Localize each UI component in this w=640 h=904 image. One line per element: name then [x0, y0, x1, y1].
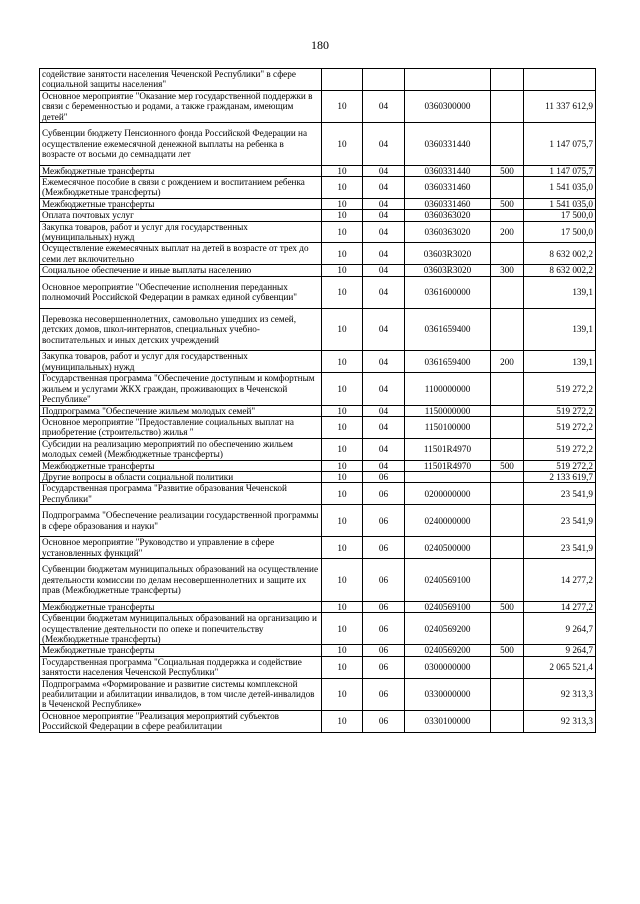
section-code-cell: 10 [322, 308, 363, 351]
row-name-cell: Государственная программа "Обеспечение доступным и комфортным жильем и услугами ЖКХ граждан, проживающих в Чеченской Республике" [40, 373, 322, 405]
section-code-cell: 10 [322, 483, 363, 505]
row-name-cell: Государственная программа "Развитие образования Чеченской Республики" [40, 483, 322, 505]
amount-cell: 1 541 035,0 [524, 177, 596, 199]
subsection-code-cell: 04 [363, 123, 405, 166]
expense-type-cell [491, 537, 524, 559]
table-body [40, 69, 596, 733]
section-code-cell: 10 [322, 601, 363, 612]
expense-type-cell [491, 471, 524, 482]
table-row [40, 90, 596, 122]
row-name-cell: Государственная программа "Социальная поддержка и содействие занятости населения Чеченской Республики" [40, 656, 322, 678]
expense-type-cell: 200 [491, 221, 524, 243]
subsection-code-cell: 06 [363, 505, 405, 537]
expense-type-cell [491, 656, 524, 678]
target-article-cell: 0330000000 [405, 678, 491, 710]
row-name-cell: содействие занятости населения Чеченской Республики" в сфере социальной защиты населения" [40, 69, 322, 91]
row-name-cell: Субвенции бюджетам муниципальных образований на осуществление деятельности комиссии по делам несовершеннолетних и защите их прав (Межбюджетные трансферты) [40, 559, 322, 602]
table-row [40, 601, 596, 612]
section-code-cell: 10 [322, 123, 363, 166]
row-name-cell: Другие вопросы в области социальной политики [40, 471, 322, 482]
subsection-code-cell [363, 69, 405, 91]
subsection-code-cell: 04 [363, 165, 405, 176]
subsection-code-cell: 06 [363, 613, 405, 645]
subsection-code-cell: 04 [363, 308, 405, 351]
amount-cell: 23 541,9 [524, 483, 596, 505]
amount-cell: 92 313,3 [524, 710, 596, 732]
amount-cell: 139,1 [524, 276, 596, 308]
table-row [40, 559, 596, 602]
expense-type-cell [491, 483, 524, 505]
amount-cell: 519 272,2 [524, 438, 596, 460]
expense-type-cell [491, 678, 524, 710]
subsection-code-cell: 04 [363, 373, 405, 405]
table-row [40, 483, 596, 505]
row-name-cell: Межбюджетные трансферты [40, 165, 322, 176]
subsection-code-cell: 04 [363, 438, 405, 460]
subsection-code-cell: 04 [363, 210, 405, 221]
subsection-code-cell: 06 [363, 656, 405, 678]
row-name-cell: Основное мероприятие "Оказание мер государственной поддержки в связи с беременностью и родами, а также гражданам, имеющим детей" [40, 90, 322, 122]
amount-cell: 23 541,9 [524, 505, 596, 537]
expense-type-cell: 500 [491, 198, 524, 209]
target-article-cell: 03603R3020 [405, 265, 491, 276]
section-code-cell: 10 [322, 243, 363, 265]
target-article-cell: 0360300000 [405, 90, 491, 122]
subsection-code-cell: 04 [363, 405, 405, 416]
target-article-cell [405, 471, 491, 482]
expense-type-cell [491, 438, 524, 460]
subsection-code-cell: 04 [363, 177, 405, 199]
section-code-cell: 10 [322, 656, 363, 678]
table-row [40, 505, 596, 537]
target-article-cell: 0240569100 [405, 559, 491, 602]
expense-type-cell [491, 276, 524, 308]
section-code-cell: 10 [322, 177, 363, 199]
budget-table [39, 68, 596, 733]
subsection-code-cell: 06 [363, 471, 405, 482]
row-name-cell: Основное мероприятие "Руководство и управление в сфере установленных функций" [40, 537, 322, 559]
expense-type-cell [491, 210, 524, 221]
table-row [40, 613, 596, 645]
subsection-code-cell: 04 [363, 351, 405, 373]
subsection-code-cell: 04 [363, 198, 405, 209]
row-name-cell: Межбюджетные трансферты [40, 198, 322, 209]
expense-type-cell: 500 [491, 601, 524, 612]
amount-cell: 92 313,3 [524, 678, 596, 710]
target-article-cell: 0240569200 [405, 645, 491, 656]
amount-cell: 519 272,2 [524, 373, 596, 405]
row-name-cell: Основное мероприятие "Реализация мероприятий субъектов Российской Федерации в сфере реабилитации [40, 710, 322, 732]
amount-cell: 139,1 [524, 308, 596, 351]
amount-cell: 8 632 002,2 [524, 265, 596, 276]
expense-type-cell [491, 123, 524, 166]
table-row [40, 373, 596, 405]
row-name-cell: Основное мероприятие "Обеспечение исполнения переданных полномочий Российской Федерации в рамках единой субвенции" [40, 276, 322, 308]
target-article-cell: 03603R3020 [405, 243, 491, 265]
subsection-code-cell: 06 [363, 645, 405, 656]
subsection-code-cell: 04 [363, 276, 405, 308]
expense-type-cell: 500 [491, 460, 524, 471]
amount-cell: 2 133 619,7 [524, 471, 596, 482]
section-code-cell: 10 [322, 678, 363, 710]
expense-type-cell [491, 613, 524, 645]
amount-cell: 14 277,2 [524, 601, 596, 612]
amount-cell: 17 500,0 [524, 221, 596, 243]
expense-type-cell [491, 416, 524, 438]
expense-type-cell [491, 69, 524, 91]
table-row [40, 351, 596, 373]
section-code-cell: 10 [322, 416, 363, 438]
table-row [40, 537, 596, 559]
subsection-code-cell: 06 [363, 537, 405, 559]
expense-type-cell [491, 505, 524, 537]
target-article-cell: 11501R4970 [405, 438, 491, 460]
section-code-cell: 10 [322, 165, 363, 176]
amount-cell: 519 272,2 [524, 416, 596, 438]
row-name-cell: Перевозка несовершеннолетних, самовольно ушедших из семей, детских домов, школ-интернатов, специальных учебно-воспитательных и иных детских учреждений [40, 308, 322, 351]
amount-cell: 9 264,7 [524, 613, 596, 645]
target-article-cell: 0200000000 [405, 483, 491, 505]
target-article-cell: 0360363020 [405, 210, 491, 221]
expense-type-cell [491, 405, 524, 416]
subsection-code-cell: 06 [363, 678, 405, 710]
section-code-cell [322, 69, 363, 91]
amount-cell: 1 147 075,7 [524, 123, 596, 166]
row-name-cell: Субвенции бюджету Пенсионного фонда Российской Федерации на осуществление ежемесячной денежной выплаты на ребенка в возрасте от восьми до семнадцати лет [40, 123, 322, 166]
table-row [40, 198, 596, 209]
table-row [40, 308, 596, 351]
table-row [40, 678, 596, 710]
expense-type-cell [491, 710, 524, 732]
subsection-code-cell: 04 [363, 90, 405, 122]
table-row [40, 243, 596, 265]
amount-cell: 519 272,2 [524, 405, 596, 416]
section-code-cell: 10 [322, 90, 363, 122]
table-row [40, 177, 596, 199]
table-row [40, 438, 596, 460]
subsection-code-cell: 04 [363, 243, 405, 265]
section-code-cell: 10 [322, 537, 363, 559]
row-name-cell: Межбюджетные трансферты [40, 601, 322, 612]
target-article-cell: 0361659400 [405, 351, 491, 373]
target-article-cell: 0361659400 [405, 308, 491, 351]
target-article-cell: 1100000000 [405, 373, 491, 405]
target-article-cell [405, 69, 491, 91]
table-row [40, 656, 596, 678]
amount-cell: 2 065 521,4 [524, 656, 596, 678]
target-article-cell: 0360331460 [405, 198, 491, 209]
target-article-cell: 1150100000 [405, 416, 491, 438]
subsection-code-cell: 06 [363, 710, 405, 732]
section-code-cell: 10 [322, 710, 363, 732]
subsection-code-cell: 06 [363, 483, 405, 505]
row-name-cell: Основное мероприятие "Предоставление социальных выплат на приобретение (строительство) жилья " [40, 416, 322, 438]
amount-cell: 17 500,0 [524, 210, 596, 221]
target-article-cell: 0360331440 [405, 165, 491, 176]
section-code-cell: 10 [322, 460, 363, 471]
table-row [40, 276, 596, 308]
section-code-cell: 10 [322, 471, 363, 482]
row-name-cell: Подпрограмма "Обеспечение жильем молодых семей" [40, 405, 322, 416]
row-name-cell: Межбюджетные трансферты [40, 645, 322, 656]
expense-type-cell [491, 373, 524, 405]
section-code-cell: 10 [322, 613, 363, 645]
expense-type-cell: 200 [491, 351, 524, 373]
table-row [40, 221, 596, 243]
expense-type-cell [491, 243, 524, 265]
row-name-cell: Закупка товаров, работ и услуг для государственных (муниципальных) нужд [40, 221, 322, 243]
target-article-cell: 0360331440 [405, 123, 491, 166]
amount-cell: 14 277,2 [524, 559, 596, 602]
section-code-cell: 10 [322, 210, 363, 221]
table-row [40, 210, 596, 221]
amount-cell: 11 337 612,9 [524, 90, 596, 122]
row-name-cell: Подпрограмма "Обеспечение реализации государственной программы в сфере образования и науки" [40, 505, 322, 537]
row-name-cell: Закупка товаров, работ и услуг для государственных (муниципальных) нужд [40, 351, 322, 373]
amount-cell: 8 632 002,2 [524, 243, 596, 265]
subsection-code-cell: 04 [363, 221, 405, 243]
section-code-cell: 10 [322, 276, 363, 308]
subsection-code-cell: 04 [363, 416, 405, 438]
target-article-cell: 11501R4970 [405, 460, 491, 471]
amount-cell: 519 272,2 [524, 460, 596, 471]
amount-cell [524, 69, 596, 91]
row-name-cell: Межбюджетные трансферты [40, 460, 322, 471]
table-row [40, 405, 596, 416]
section-code-cell: 10 [322, 351, 363, 373]
expense-type-cell: 500 [491, 645, 524, 656]
table-row [40, 471, 596, 482]
expense-type-cell [491, 177, 524, 199]
table-row [40, 710, 596, 732]
row-name-cell: Оплата почтовых услуг [40, 210, 322, 221]
target-article-cell: 0240500000 [405, 537, 491, 559]
section-code-cell: 10 [322, 559, 363, 602]
target-article-cell: 0300000000 [405, 656, 491, 678]
subsection-code-cell: 04 [363, 265, 405, 276]
target-article-cell: 0240569100 [405, 601, 491, 612]
section-code-cell: 10 [322, 505, 363, 537]
row-name-cell: Осуществление ежемесячных выплат на детей в возрасте от трех до семи лет включительно [40, 243, 322, 265]
section-code-cell: 10 [322, 405, 363, 416]
amount-cell: 9 264,7 [524, 645, 596, 656]
amount-cell: 139,1 [524, 351, 596, 373]
expense-type-cell [491, 308, 524, 351]
subsection-code-cell: 06 [363, 601, 405, 612]
table-row [40, 460, 596, 471]
expense-type-cell: 500 [491, 165, 524, 176]
section-code-cell: 10 [322, 438, 363, 460]
row-name-cell: Субсидии на реализацию мероприятий по обеспечению жильем молодых семей (Межбюджетные трансферты) [40, 438, 322, 460]
target-article-cell: 0330100000 [405, 710, 491, 732]
target-article-cell: 1150000000 [405, 405, 491, 416]
row-name-cell: Субвенции бюджетам муниципальных образований на организацию и осуществление деятельности по опеке и попечительству (Межбюджетные трансферты) [40, 613, 322, 645]
table-row [40, 165, 596, 176]
subsection-code-cell: 06 [363, 559, 405, 602]
section-code-cell: 10 [322, 221, 363, 243]
expense-type-cell [491, 559, 524, 602]
amount-cell: 1 147 075,7 [524, 165, 596, 176]
target-article-cell: 0360363020 [405, 221, 491, 243]
row-name-cell: Социальное обеспечение и иные выплаты населению [40, 265, 322, 276]
section-code-cell: 10 [322, 373, 363, 405]
target-article-cell: 0361600000 [405, 276, 491, 308]
section-code-cell: 10 [322, 265, 363, 276]
table-row [40, 123, 596, 166]
row-name-cell: Подпрограмма «Формирование и развитие системы комплексной реабилитации и абилитации инвалидов, в том числе детей-инвалидов в Чеченской Республике» [40, 678, 322, 710]
table-row [40, 416, 596, 438]
row-name-cell: Ежемесячное пособие в связи с рождением и воспитанием ребенка (Межбюджетные трансферты) [40, 177, 322, 199]
target-article-cell: 0240000000 [405, 505, 491, 537]
target-article-cell: 0360331460 [405, 177, 491, 199]
expense-type-cell [491, 90, 524, 122]
amount-cell: 23 541,9 [524, 537, 596, 559]
table-row [40, 69, 596, 91]
expense-type-cell: 300 [491, 265, 524, 276]
section-code-cell: 10 [322, 198, 363, 209]
section-code-cell: 10 [322, 645, 363, 656]
page-number: 180 [311, 38, 329, 52]
table-row [40, 645, 596, 656]
subsection-code-cell: 04 [363, 460, 405, 471]
amount-cell: 1 541 035,0 [524, 198, 596, 209]
target-article-cell: 0240569200 [405, 613, 491, 645]
table-row [40, 265, 596, 276]
